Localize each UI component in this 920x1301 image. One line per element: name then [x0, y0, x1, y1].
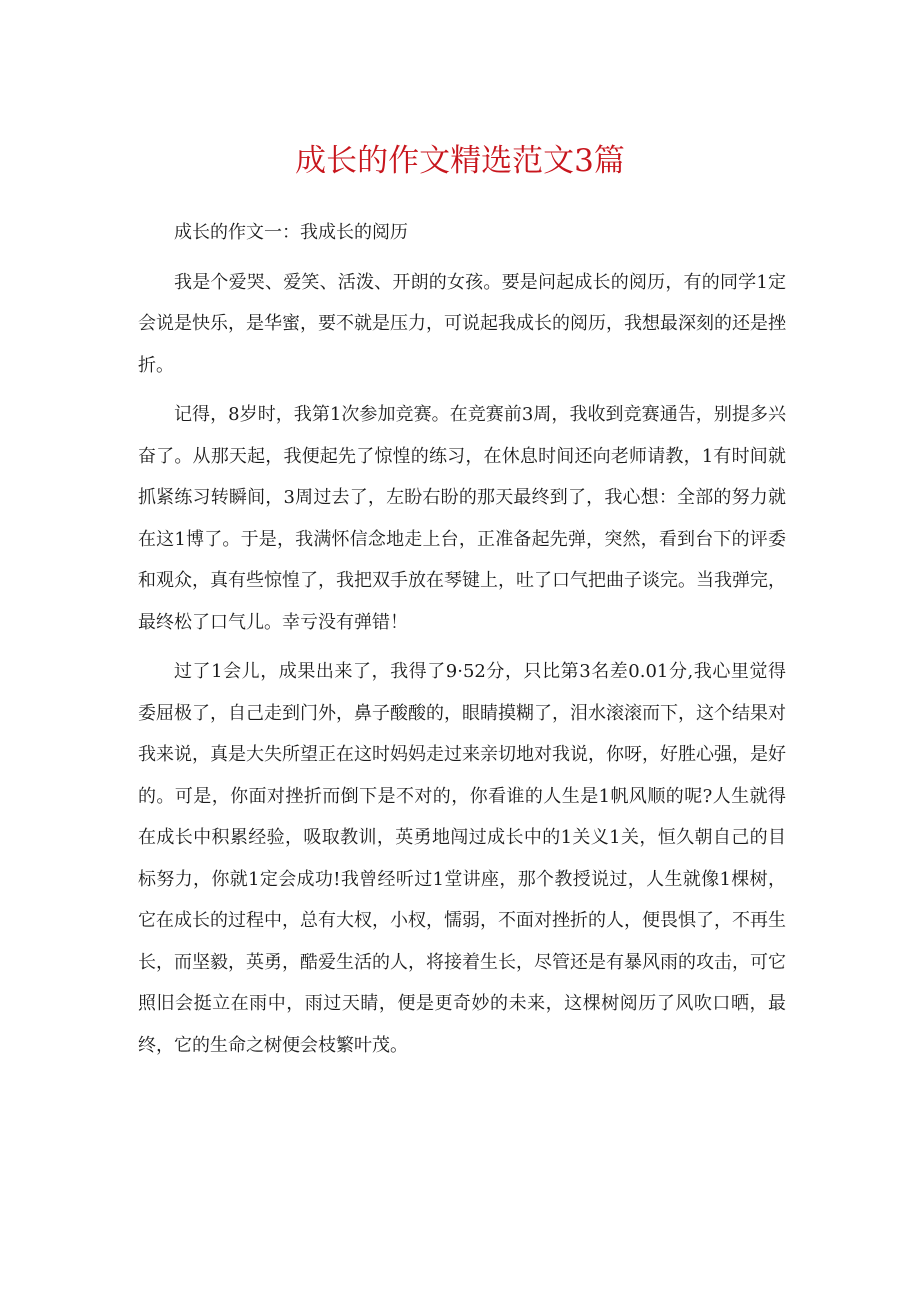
document-body	[138, 212, 786, 1074]
paragraph-1: 我是个爱哭、爱笑、活泼、开朗的女孩。要是问起成长的阅历，有的同学1定会说是快乐，是华蜜，要不就是压力，可说起我成长的阅历，我想最深刻的还是挫折。	[138, 271, 786, 376]
paragraph-3: 过了1会儿，成果出来了，我得了9·52分，只比第3名差0.01分,我心里觉得委屈极了，自己走到门外，鼻子酸酸的，眼睛摸糊了，泪水滚滚而下，这个结果对我来说，真是大失所望正在这时妈妈走过来亲切地对我说，你呀，好胜心强，是好的。可是，你面对挫折而倒下是不对的，你看谁的人生是1帆风顺的呢?人生就得在成长中积累经验，吸取教训，英勇地闯过成长中的1关义1关，恒久朝自己的目标努力，你就1定会成功!我曾经听过1堂讲座，那个教授说过，人生就像1棵树，它在成长的过程中，总有大杈，小杈，懦弱，不面对挫折的人，便畏惧了，不再生长，而坚毅，英勇，酷爱生活的人，将接着生长，尽管还是有暴风雨的攻击，可它照旧会挺立在雨中，雨过天睛，便是更奇妙的未来，这棵树阅历了风吹口晒，最终，它的生命之树便会枝繁叶茂。	[138, 661, 786, 1056]
document-title: 成长的作文精选范文3篇	[295, 143, 625, 179]
section-heading: 成长的作文一：我成长的阅历	[174, 222, 408, 243]
paragraph-2: 记得，8岁时，我第1次参加竞赛。在竞赛前3周，我收到竞赛通告，别提多兴奋了。从那天起，我便起先了惊惶的练习，在休息时间还向老师请教，1有时间就抓紧练习转瞬间，3周过去了，左盼右盼的那天最终到了，我心想：全部的努力就在这1博了。于是，我满怀信念地走上台，正准备起先弹，突然，看到台下的评委和观众，真有些惊惶了，我把双手放在琴键上，吐了口气把曲子谈完。当我弹完，最终松了口气儿。幸亏没有弹错！	[138, 404, 786, 633]
